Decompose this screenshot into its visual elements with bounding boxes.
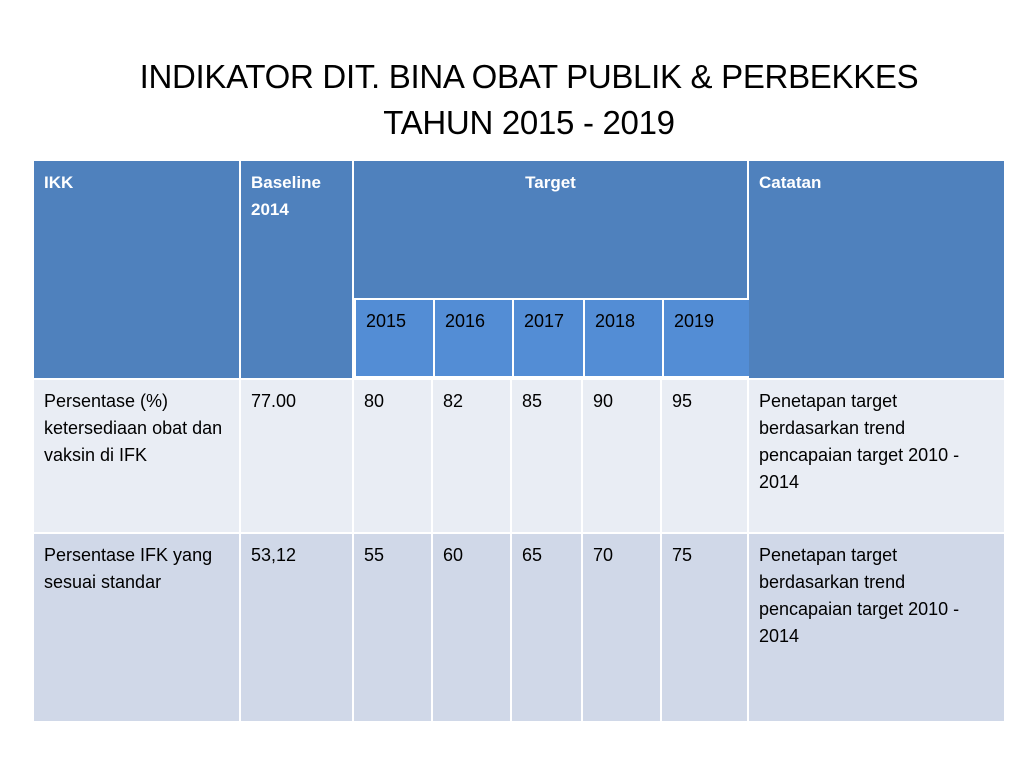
row-1-catatan: Penetapan target berdasarkan trend pencapaian target 2010 - 2014 (749, 380, 1004, 532)
row-1-target-2019: 95 (662, 380, 747, 532)
year-2015: 2015 (356, 300, 433, 376)
row-1-target-2016: 82 (433, 380, 510, 532)
row-2-catatan: Penetapan target berdasarkan trend pencapaian target 2010 - 2014 (749, 534, 1004, 721)
row-1-target-2018: 90 (583, 380, 660, 532)
row-2-target-2015: 55 (354, 534, 431, 721)
year-2017: 2017 (514, 300, 583, 376)
row-2-ikk: Persentase IFK yang sesuai standar (34, 534, 239, 721)
row-2-target-2016: 60 (433, 534, 510, 721)
row-2-baseline: 53,12 (241, 534, 352, 721)
row-2-target-2019: 75 (662, 534, 747, 721)
title-line-1: INDIKATOR DIT. BINA OBAT PUBLIK & PERBEKKES (139, 58, 919, 95)
row-1-baseline: 77.00 (241, 380, 352, 532)
indicator-table (34, 161, 990, 717)
year-2019: 2019 (664, 300, 749, 376)
year-2018: 2018 (585, 300, 662, 376)
row-1-target-2015: 80 (354, 380, 431, 532)
target-years-row (354, 298, 747, 378)
header-target: Target (354, 161, 747, 298)
row-2-target-2018: 70 (583, 534, 660, 721)
header-baseline-line-1: Baseline (251, 173, 321, 192)
year-2016: 2016 (435, 300, 512, 376)
header-catatan: Catatan (749, 161, 1004, 378)
header-ikk: IKK (34, 161, 239, 378)
row-2-target-2017: 65 (512, 534, 581, 721)
header-baseline (241, 161, 352, 378)
title-line-2: TAHUN 2015 - 2019 (383, 104, 675, 141)
row-1-ikk: Persentase (%) ketersediaan obat dan vaksin di IFK (34, 380, 239, 532)
row-1-target-2017: 85 (512, 380, 581, 532)
slide-title (34, 54, 1024, 146)
header-baseline-line-2: 2014 (251, 200, 289, 219)
